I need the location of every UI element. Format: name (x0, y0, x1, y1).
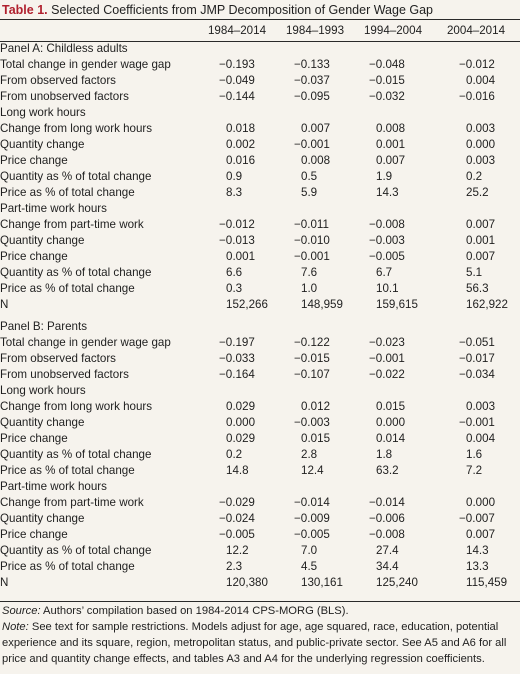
table-cell: −0.005 (294, 528, 330, 541)
table-row (0, 153, 520, 169)
row-label: Change from part-time work (0, 218, 144, 231)
row-label: Long work hours (0, 106, 86, 119)
table-cell: −0.012 (219, 218, 255, 231)
table-cell: −0.032 (369, 90, 405, 103)
table-cell: 0.007 (466, 250, 496, 263)
table-row (0, 367, 520, 383)
row-label: Quantity as % of total change (0, 544, 152, 557)
table-row (0, 495, 520, 511)
table-cell: 0.008 (376, 122, 406, 135)
row-label: Quantity as % of total change (0, 170, 152, 183)
table-cell: 5.1 (466, 266, 483, 279)
panel-heading-row (0, 319, 520, 335)
table-cell (198, 105, 276, 121)
table-row (0, 249, 520, 265)
table-cell: 7.0 (301, 544, 318, 557)
general-note (2, 619, 516, 667)
table-cell: 0.007 (466, 528, 496, 541)
bottom-rule (0, 601, 520, 602)
table-cell: −0.197 (219, 336, 255, 349)
table-cell: −0.193 (219, 58, 255, 71)
table-row (0, 399, 520, 415)
row-label: Long work hours (0, 384, 86, 397)
row-label: Price change (0, 528, 68, 541)
table-cell: 0.5 (301, 170, 318, 183)
row-label: Part-time work hours (0, 480, 107, 493)
table-cell: −0.033 (219, 352, 255, 365)
table-cell: −0.051 (459, 336, 495, 349)
table-number: Table 1. (2, 3, 48, 17)
row-label: Quantity change (0, 512, 85, 525)
table-cell: −0.015 (369, 74, 405, 87)
table-cell: 0.004 (466, 74, 496, 87)
panel-heading: Panel B: Parents (0, 320, 88, 333)
row-label: Price change (0, 250, 68, 263)
table-cell: 0.029 (226, 400, 256, 413)
table-cell (354, 201, 432, 217)
table-cell: 1.6 (466, 448, 483, 461)
table-title (0, 0, 520, 18)
table-cell: 63.2 (376, 464, 399, 477)
table-cell: 6.6 (226, 266, 243, 279)
table-cell (432, 479, 520, 495)
table-cell: 120,380 (226, 576, 268, 589)
row-label: Total change in gender wage gap (0, 336, 171, 349)
table-cell: 14.3 (376, 186, 399, 199)
table-cell: 0.003 (466, 400, 496, 413)
table-row (0, 383, 520, 399)
table-cell (276, 201, 354, 217)
table-cell: −0.001 (294, 250, 330, 263)
table-title-text: Selected Coefficients from JMP Decomposition of Gender Wage Gap (51, 3, 434, 17)
row-label: Price change (0, 432, 68, 445)
table-cell: −0.011 (294, 218, 329, 231)
table-cell: −0.015 (294, 352, 330, 365)
table-cell: 0.2 (466, 170, 483, 183)
table-cell: −0.005 (219, 528, 255, 541)
table-cell: 1.0 (301, 282, 318, 295)
table-row (0, 185, 520, 201)
table-cell: −0.014 (294, 496, 330, 509)
table-cell: 1.8 (376, 448, 393, 461)
table-row (0, 169, 520, 185)
table-cell: 0.029 (226, 432, 256, 445)
table-cell: 0.015 (376, 400, 406, 413)
table-cell: 2.8 (301, 448, 318, 461)
table-cell: 13.3 (466, 560, 489, 573)
table-cell: −0.164 (219, 368, 255, 381)
table-cell: 0.018 (226, 122, 256, 135)
table-cell (276, 105, 354, 121)
table-cell: 130,161 (301, 576, 343, 589)
table-cell: −0.048 (369, 58, 405, 71)
column-header: 1994–2004 (363, 24, 423, 37)
table-cell: 10.1 (376, 282, 399, 295)
header-blank (0, 20, 198, 41)
table-body (0, 41, 520, 591)
table-cell: 0.007 (301, 122, 331, 135)
table-row (0, 57, 520, 73)
table-row (0, 511, 520, 527)
row-label: N (0, 298, 9, 311)
table-cell: −0.022 (369, 368, 405, 381)
panel-heading: Panel A: Childless adults (0, 42, 128, 55)
table-cell: 0.008 (301, 154, 331, 167)
row-label: Quantity change (0, 234, 85, 247)
table-cell: 0.000 (466, 496, 496, 509)
table-cell: 6.7 (376, 266, 393, 279)
table-cell: 0.015 (301, 432, 331, 445)
table-cell: −0.001 (459, 416, 495, 429)
table-cell: 0.003 (466, 122, 496, 135)
table-row (0, 543, 520, 559)
table-row (0, 479, 520, 495)
table-cell: 14.3 (466, 544, 489, 557)
table-cell: −0.107 (294, 368, 330, 381)
table-cell: −0.014 (369, 496, 405, 509)
table-cell: −0.003 (369, 234, 405, 247)
table-cell: −0.037 (294, 74, 330, 87)
row-label: Price as % of total change (0, 464, 135, 477)
table-cell: 0.001 (466, 234, 496, 247)
table-cell: −0.034 (459, 368, 495, 381)
row-label: Change from long work hours (0, 400, 153, 413)
table-cell: 7.6 (301, 266, 318, 279)
table-cell: 0.004 (466, 432, 496, 445)
table-cell: −0.005 (369, 250, 405, 263)
table-cell: 115,459 (466, 576, 508, 589)
row-label: From observed factors (0, 352, 116, 365)
table-cell: −0.133 (294, 58, 330, 71)
table-cell: −0.012 (459, 58, 495, 71)
table-cell: 0.002 (226, 138, 256, 151)
table-cell: 0.000 (376, 416, 406, 429)
row-label: From unobserved factors (0, 90, 129, 103)
table-cell (432, 105, 520, 121)
table-cell: −0.122 (294, 336, 330, 349)
table-cell: −0.008 (369, 528, 405, 541)
table-cell: 125,240 (376, 576, 418, 589)
table-cell: −0.017 (459, 352, 495, 365)
row-label: Change from long work hours (0, 122, 153, 135)
table-cell: 34.4 (376, 560, 399, 573)
table-cell (432, 383, 520, 399)
table-row (0, 527, 520, 543)
table-cell (276, 383, 354, 399)
table-cell: 0.012 (301, 400, 331, 413)
row-label: Part-time work hours (0, 202, 107, 215)
row-label: From unobserved factors (0, 368, 129, 381)
table-cell: −0.001 (294, 138, 330, 151)
table-cell: −0.007 (459, 512, 495, 525)
row-label: Quantity change (0, 138, 85, 151)
table-row (0, 351, 520, 367)
column-header: 1984–2014 (207, 24, 267, 37)
table-cell (198, 383, 276, 399)
table-cell: 12.2 (226, 544, 249, 557)
row-label: Quantity as % of total change (0, 266, 152, 279)
table-cell: 4.5 (301, 560, 318, 573)
table-cell: 8.3 (226, 186, 243, 199)
header-row (0, 20, 520, 41)
table-row (0, 73, 520, 89)
table-row (0, 121, 520, 137)
table-cell: −0.008 (369, 218, 405, 231)
table-notes (2, 603, 516, 667)
table-cell: −0.144 (219, 90, 255, 103)
row-label: N (0, 576, 9, 589)
table-row (0, 137, 520, 153)
table-cell: 7.2 (466, 464, 483, 477)
table-cell (198, 201, 276, 217)
table-cell: 0.016 (226, 154, 256, 167)
table-cell (354, 105, 432, 121)
table-row (0, 447, 520, 463)
column-header: 1984–1993 (285, 24, 345, 37)
table-row (0, 463, 520, 479)
table-cell (354, 479, 432, 495)
table-cell: 14.8 (226, 464, 249, 477)
table-cell: 1.9 (376, 170, 393, 183)
panel-heading-row (0, 41, 520, 57)
row-label: Quantity as % of total change (0, 448, 152, 461)
table-cell: 25.2 (466, 186, 489, 199)
row-label: Change from part-time work (0, 496, 144, 509)
table-cell: −0.016 (459, 90, 495, 103)
row-label: Price as % of total change (0, 186, 135, 199)
table-cell: 0.3 (226, 282, 243, 295)
table-cell: 162,922 (466, 298, 508, 311)
table-row (0, 281, 520, 297)
table-cell: 0.007 (376, 154, 406, 167)
table-row (0, 105, 520, 121)
table-cell: 148,959 (301, 298, 343, 311)
coefficients-table (0, 20, 520, 591)
table-row (0, 201, 520, 217)
table-cell: 56.3 (466, 282, 489, 295)
note-text: See text for sample restrictions. Models adjust for age, age squared, race, education, potential experience and its square, region, metropolitan status, and public-private sector. See A5 and A6 for all price and quantity change effects, and tables A3 and A4 for the underlying regression coefficients. (2, 621, 507, 665)
table-cell: −0.095 (294, 90, 330, 103)
table-row (0, 89, 520, 105)
table-cell: −0.003 (294, 416, 330, 429)
row-label: Price as % of total change (0, 560, 135, 573)
table-cell: −0.024 (219, 512, 255, 525)
table-cell: 0.007 (466, 218, 496, 231)
table-cell: −0.023 (369, 336, 405, 349)
table-cell (276, 479, 354, 495)
table-cell: −0.029 (219, 496, 255, 509)
table-cell: 12.4 (301, 464, 324, 477)
table-row (0, 575, 520, 591)
source-text: Authors’ compilation based on 1984-2014 CPS-MORG (BLS). (40, 605, 349, 617)
table-cell: −0.006 (369, 512, 405, 525)
table-cell: 159,615 (376, 298, 418, 311)
table-row (0, 415, 520, 431)
table-cell (198, 479, 276, 495)
table-cell: 0.000 (226, 416, 256, 429)
table-row (0, 559, 520, 575)
row-label: From observed factors (0, 74, 116, 87)
table-cell: 2.3 (226, 560, 243, 573)
table-row (0, 431, 520, 447)
table-cell: 0.001 (226, 250, 256, 263)
table-cell: 0.014 (376, 432, 406, 445)
row-label: Total change in gender wage gap (0, 58, 171, 71)
table-row (0, 233, 520, 249)
table-cell: 0.001 (376, 138, 406, 151)
column-header: 2004–2014 (446, 24, 506, 37)
source-note (2, 603, 516, 619)
table-cell: −0.001 (369, 352, 405, 365)
table-row (0, 265, 520, 281)
table-cell: 0.003 (466, 154, 496, 167)
table-cell: −0.013 (219, 234, 255, 247)
table-cell: 152,266 (226, 298, 268, 311)
note-label: Note: (2, 621, 29, 633)
table-cell: 0.2 (226, 448, 243, 461)
table-row (0, 297, 520, 313)
table-cell: 0.9 (226, 170, 243, 183)
table-cell (354, 383, 432, 399)
table-cell: −0.010 (294, 234, 330, 247)
table-cell: −0.009 (294, 512, 330, 525)
table-cell: 27.4 (376, 544, 399, 557)
table-cell: 5.9 (301, 186, 318, 199)
table-cell (432, 201, 520, 217)
row-label: Quantity change (0, 416, 85, 429)
source-label: Source: (2, 605, 41, 617)
table-cell: −0.049 (219, 74, 255, 87)
table-row (0, 217, 520, 233)
row-label: Price change (0, 154, 68, 167)
row-label: Price as % of total change (0, 282, 135, 295)
table-cell: 0.000 (466, 138, 496, 151)
table-row (0, 335, 520, 351)
